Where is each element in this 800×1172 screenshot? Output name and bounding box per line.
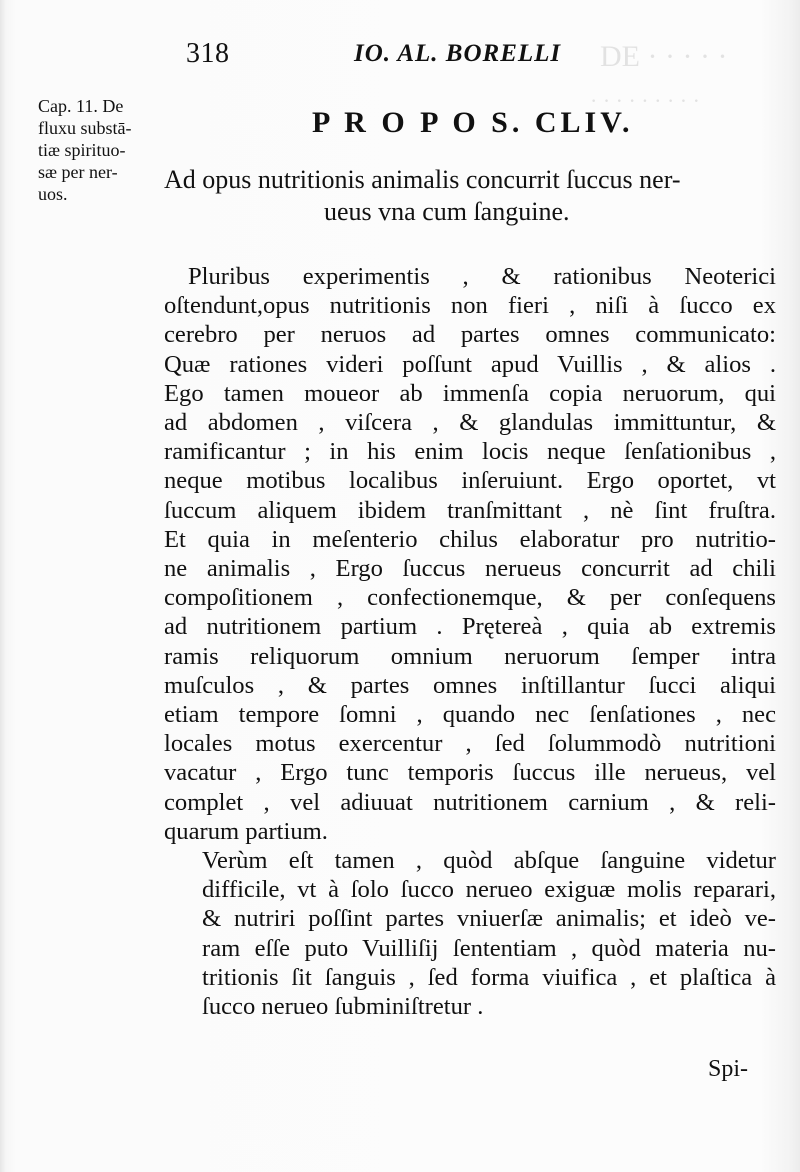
body-line: & nutriri poſſint partes vniuerſæ animalis; et ideò ve- (202, 905, 776, 933)
body-line: muſculos , & partes omnes inſtillantur ſucci aliqui (164, 671, 776, 699)
body-line: ramificantur ; in his enim locis neque ſenſationibus , (164, 438, 776, 466)
body-line: ne animalis , Ergo ſuccus nerueus concurrit ad chili (164, 555, 776, 583)
body-line: ſucco nerueo ſubminiſtretur . (202, 993, 484, 1021)
margin-note-line: sæ per ner- (38, 162, 118, 182)
margin-note-line: uos. (38, 184, 68, 204)
margin-note-line: Cap. 11. De (38, 96, 124, 116)
body-line: complet , vel adiuuat nutritionem carnium , & reli- (164, 788, 776, 816)
bleed-through-text: DE · · · · · (600, 40, 728, 73)
bleed-through-text: · · · · · · · · · (590, 88, 700, 113)
body-line: Verùm eſt tamen , quòd abſque ſanguine videtur (202, 847, 776, 875)
proposition-heading: P R O P O S. CLIV. (312, 106, 634, 139)
body-line: locales motus exercentur , ſed ſolummodò nutritioni (164, 730, 776, 758)
body-line: Quæ rationes videri poſſunt apud Vuillis , & alios . (164, 350, 776, 378)
body-line: Pluribus experimentis , & rationibus Neoterici (188, 263, 776, 290)
statement-line: ueus vna cum ſanguine. (324, 197, 570, 226)
margin-note-line: fluxu substā- (38, 118, 132, 138)
body-line: cerebro per neruos ad partes omnes communicato: (164, 321, 776, 349)
body-line: compoſitionem , confectionemque, & per conſequens (164, 584, 776, 612)
catchword: Spi- (708, 1056, 749, 1082)
body-line: vacatur , Ergo tunc temporis ſuccus ille nerueus, vel (164, 759, 776, 787)
body-line: etiam tempore ſomni , quando nec ſenſationes , nec (164, 701, 776, 729)
margin-note-line: tiæ spirituo- (38, 140, 126, 160)
body-line: difficile, vt à ſolo ſucco nerueo exiguæ molis reparari, (202, 876, 776, 904)
body-line: oſtendunt,opus nutritionis non fieri , niſi à ſucco ex (164, 292, 776, 320)
body-line: ſuccum aliquem ibidem tranſmittant , nè ſint fruſtra. (164, 496, 776, 524)
body-line: Et quia in meſenterio chilus elaboratur pro nutritio- (164, 525, 776, 553)
statement-line: Ad opus nutritionis animalis concurrit ſuccus ner- (164, 165, 681, 194)
body-line: neque motibus localibus inſeruiunt. Ergo oportet, vt (164, 467, 776, 495)
page-header (186, 38, 586, 74)
page-number: 318 (186, 38, 230, 69)
body-line: ramis reliquorum omnium neruorum ſemper intra (164, 642, 776, 670)
body-line: quarum partium. (164, 817, 328, 845)
running-head: IO. AL. BORELLI (354, 40, 562, 67)
body-line: Ego tamen moueor ab immenſa copia neruorum, qui (164, 379, 776, 407)
body-line: ram eſſe puto Vuilliſij ſententiam , quòd materia nu- (202, 934, 776, 962)
body-line: tritionis ſit ſanguis , ſed forma viuifica , et plaſtica à (202, 963, 776, 991)
proposition-statement (164, 164, 774, 228)
body-line: ad nutritionem partium . Prętereà , quia ab extremis (164, 613, 776, 641)
margin-note (38, 95, 150, 205)
body-line: ad abdomen , viſcera , & glandulas immittuntur, & (164, 409, 776, 437)
body-text (164, 262, 776, 1021)
